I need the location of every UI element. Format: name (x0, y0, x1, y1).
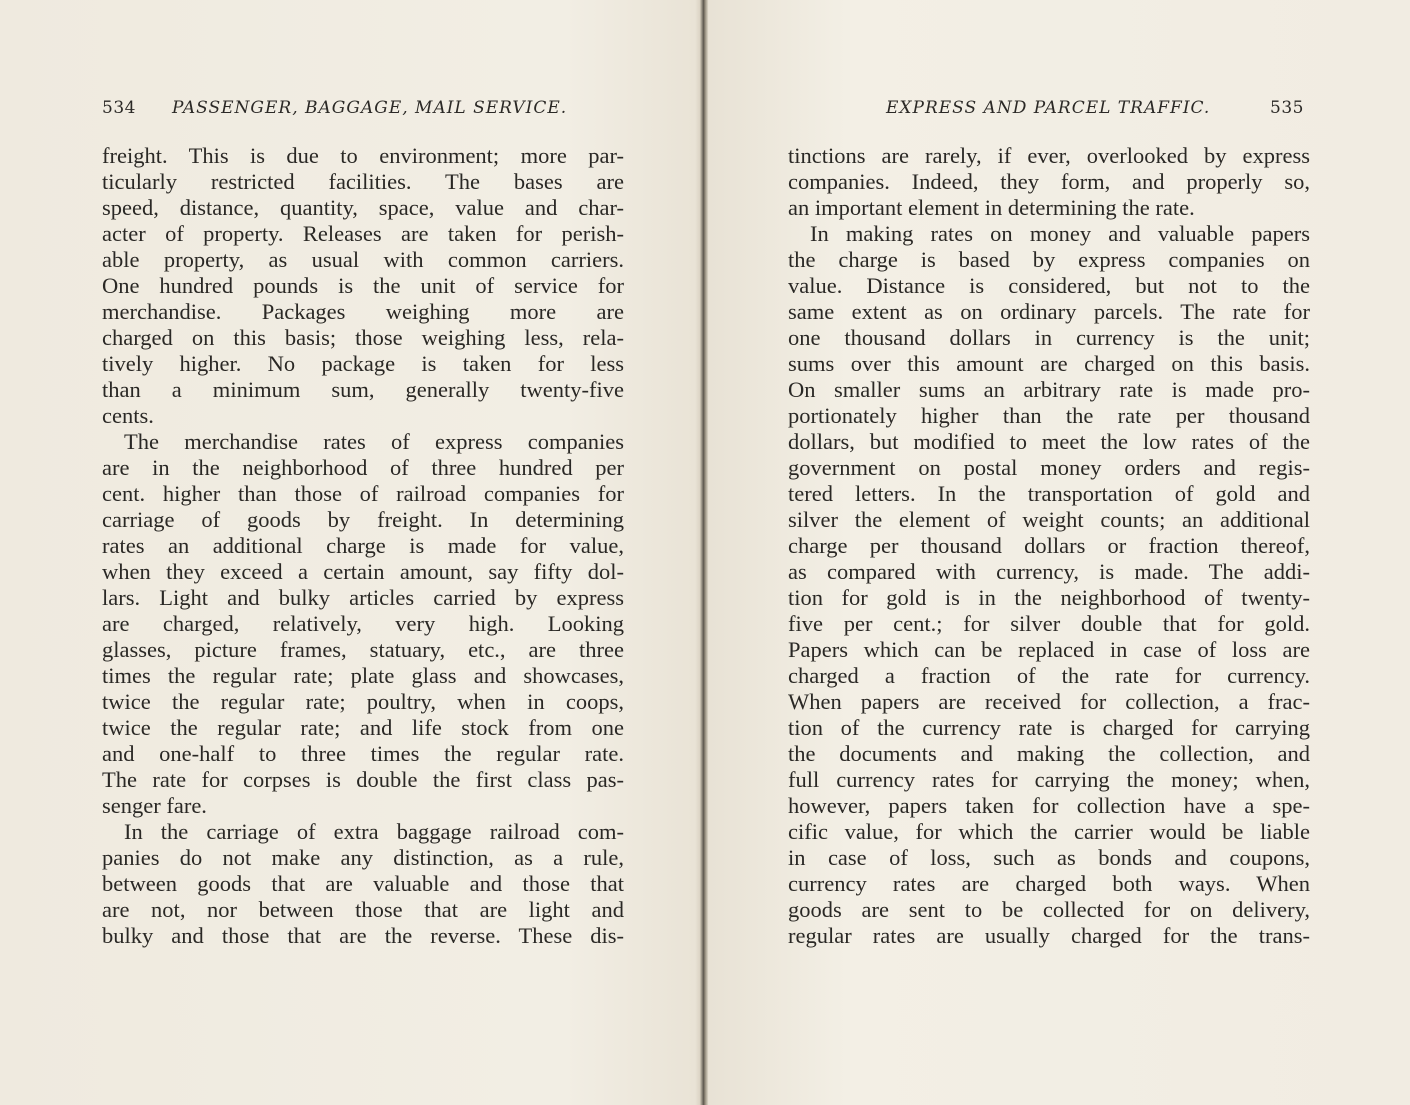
running-head-title: EXPRESS AND PARCEL TRAFFIC. (886, 98, 1211, 118)
text-line: cents. (102, 403, 154, 428)
text-line: speed, distance, quantity, space, value and char- (102, 195, 624, 220)
text-line: portionately higher than the rate per thousand (788, 403, 1310, 428)
text-line: dollars, but modified to meet the low rates of the (788, 429, 1310, 454)
text-line: able property, as usual with common carriers. (102, 247, 624, 272)
text-line: the charge is based by express companies on (788, 247, 1310, 272)
text-line: In the carriage of extra baggage railroad com- (124, 819, 624, 844)
text-line: tion of the currency rate is charged for carrying (788, 715, 1310, 740)
text-line: tinctions are rarely, if ever, overlooked by express (788, 143, 1310, 168)
text-line: acter of property. Releases are taken for perish- (102, 221, 624, 246)
text-line: full currency rates for carrying the money; when, (788, 767, 1310, 792)
text-line: cific value, for which the carrier would be liable (788, 819, 1310, 844)
text-line: however, papers taken for collection have a spe- (788, 793, 1310, 818)
right-body-text (788, 143, 1310, 949)
right-page (708, 0, 1410, 1105)
text-line: charged on this basis; those weighing less, rela- (102, 325, 624, 350)
text-line: tered letters. In the transportation of gold and (788, 481, 1310, 506)
text-line: The rate for corpses is double the first class pas- (102, 767, 624, 792)
text-line: panies do not make any distinction, as a rule, (102, 845, 624, 870)
text-line: On smaller sums an arbitrary rate is made pro- (788, 377, 1310, 402)
text-line: regular rates are usually charged for the trans- (788, 923, 1310, 948)
running-head-title: PASSENGER, BAGGAGE, MAIL SERVICE. (172, 98, 568, 118)
text-line: The merchandise rates of express companies (124, 429, 624, 454)
text-line: twice the regular rate; poultry, when in coops, (102, 689, 624, 714)
text-line: cent. higher than those of railroad companies for (102, 481, 624, 506)
text-line: same extent as on ordinary parcels. The rate for (788, 299, 1310, 324)
text-line: value. Distance is considered, but not to the (788, 273, 1310, 298)
right-running-head (886, 98, 1308, 118)
text-line: carriage of goods by freight. In determining (102, 507, 624, 532)
text-line: tively higher. No package is taken for less (102, 351, 624, 376)
text-line: senger fare. (102, 793, 207, 818)
text-line: twice the regular rate; and life stock from one (102, 715, 624, 740)
left-body-text (102, 143, 624, 949)
text-line: five per cent.; for silver double that for gold. (788, 611, 1310, 636)
text-line: as compared with currency, is made. The addi- (788, 559, 1310, 584)
text-line: in case of loss, such as bonds and coupons, (788, 845, 1310, 870)
text-line: currency rates are charged both ways. When (788, 871, 1310, 896)
page-number: 534 (102, 98, 136, 118)
left-running-head (102, 98, 568, 118)
text-line: are in the neighborhood of three hundred per (102, 455, 624, 480)
text-line: one thousand dollars in currency is the unit; (788, 325, 1310, 350)
text-line: One hundred pounds is the unit of service for (102, 273, 624, 298)
text-line: In making rates on money and valuable papers (810, 221, 1310, 246)
text-line: sums over this amount are charged on this basis. (788, 351, 1310, 376)
text-line: when they exceed a certain amount, say fifty dol- (102, 559, 624, 584)
text-line: glasses, picture frames, statuary, etc., are three (102, 637, 624, 662)
text-line: rates an additional charge is made for value, (102, 533, 624, 558)
text-line: charged a fraction of the rate for currency. (788, 663, 1310, 688)
text-line: bulky and those that are the reverse. These dis- (102, 923, 624, 948)
text-line: goods are sent to be collected for on delivery, (788, 897, 1310, 922)
text-line: an important element in determining the rate. (788, 195, 1195, 220)
text-line: ticularly restricted facilities. The bases are (102, 169, 624, 194)
text-line: charge per thousand dollars or fraction thereof, (788, 533, 1310, 558)
text-line: companies. Indeed, they form, and properly so, (788, 169, 1310, 194)
text-line: than a minimum sum, generally twenty-five (102, 377, 624, 402)
text-line: are not, nor between those that are light and (102, 897, 624, 922)
text-line: between goods that are valuable and those that (102, 871, 624, 896)
text-line: tion for gold is in the neighborhood of twenty- (788, 585, 1310, 610)
text-line: When papers are received for collection, a frac- (788, 689, 1310, 714)
text-line: freight. This is due to environment; more par- (102, 143, 624, 168)
text-line: and one-half to three times the regular rate. (102, 741, 624, 766)
page-number: 535 (1270, 98, 1304, 118)
text-line: government on postal money orders and regis- (788, 455, 1310, 480)
text-line: are charged, relatively, very high. Looking (102, 611, 624, 636)
text-line: Papers which can be replaced in case of loss are (788, 637, 1310, 662)
book-gutter (700, 0, 708, 1105)
left-page (0, 0, 700, 1105)
text-line: merchandise. Packages weighing more are (102, 299, 624, 324)
text-line: lars. Light and bulky articles carried by express (102, 585, 624, 610)
text-line: the documents and making the collection, and (788, 741, 1310, 766)
text-line: times the regular rate; plate glass and showcases, (102, 663, 624, 688)
text-line: silver the element of weight counts; an additional (788, 507, 1310, 532)
